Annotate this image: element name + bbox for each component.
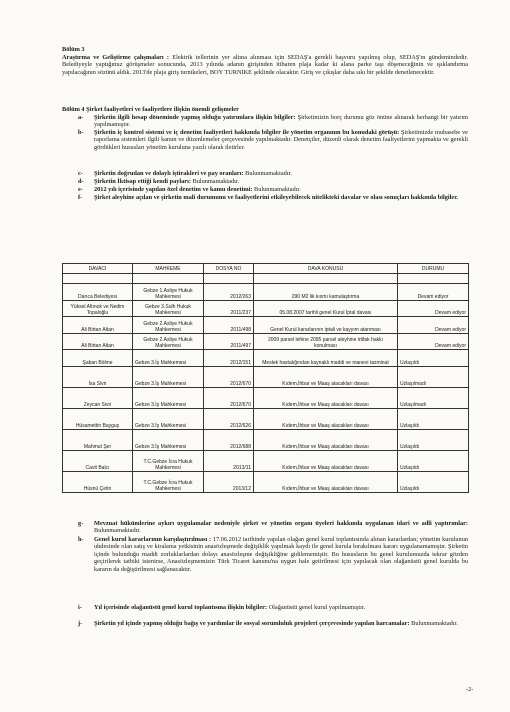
item-letter: c-	[78, 170, 83, 177]
table-row	[63, 284, 469, 301]
item-letter: g-	[78, 520, 84, 527]
cell-status: Uzlaşıldı	[398, 450, 469, 471]
cell-subject: Meslek hastalığından kaynaklı maddi ve manevi tazminat	[254, 350, 398, 367]
cell-plaintiff: Yüksel Altınok ve Nedim Topaloğlu	[63, 300, 133, 317]
item-text: Olağanüstü genel kurul yapılmamıştır.	[267, 604, 366, 611]
table-row	[63, 350, 469, 367]
cell-subject: Kıdem,İhbar ve Maaş alacakları davası	[254, 408, 398, 429]
col-header-subject: DAVA KONUSU	[254, 264, 398, 274]
item-h	[94, 536, 468, 573]
cell-court: Gebze 3.İş Mahkemesi	[133, 387, 204, 408]
cell-plaintiff: Cavit Balcı	[63, 450, 133, 471]
item-text: Şirketimizin borç durumu göz önüne alınarak herhangi bir yatırım yapılmamıştır.	[94, 114, 468, 129]
item-e	[94, 186, 468, 193]
cell-file-no: 2011/497	[204, 333, 254, 350]
cell-subject: 290 M2 lik kısmı kamulaştırma	[254, 284, 398, 301]
item-letter: f-	[78, 194, 83, 201]
item-f	[94, 194, 468, 201]
cell-plaintiff: Darıca Belediyesi	[63, 284, 133, 301]
cell-plaintiff: Şaban Bölme	[63, 350, 133, 367]
item-label: Genel kurul kararlarının karşılaştırılması :	[94, 536, 212, 543]
cell-file-no: 2012/670	[204, 387, 254, 408]
cell-status: Uzlaşıldı	[398, 471, 469, 492]
table-row	[63, 300, 469, 317]
cell-plaintiff: Mahmut Şer	[63, 429, 133, 450]
table-row	[63, 387, 469, 408]
cell-status: Uzlaşıldı	[398, 350, 469, 367]
item-text: Bulunmamaktadır.	[409, 620, 458, 627]
cell-court: Gebze 2.Asliye Hukuk Mahkemesi	[133, 317, 204, 334]
table-row	[63, 366, 469, 387]
lawsuits-table	[62, 263, 469, 493]
research-text: Elektrik tellerinin yer altına alınması için SEDAŞ'a gerekli başvuru yapılmış olup, SEDAŞ'ın gündemindedir. Belediyeyle yaptığımız görüşmeler sonucunda, 2013 yılında adanın girişinden itibaren plaja kadar ki alana parke taşı döşeneceğinin ve ışıklandırma yapılacağının sözünü aldık. 2013'de plaja giriş turnikeleri, BOY TURNİKE şeklinde olacaktır. Giriş ve çıkışlar daha sıkı bir şekilde denetlenecektir.	[62, 54, 468, 76]
cell-court: Gebze 1.Asliye Hukuk Mahkemesi	[133, 284, 204, 301]
cell-plaintiff: İsa Sivri	[63, 366, 133, 387]
item-j	[94, 620, 468, 627]
cell-court: Gebze 2.Asliye Hukuk Mahkemesi	[133, 333, 204, 350]
cell-file-no: 2011/237	[204, 300, 254, 317]
cell-court: Gebze 3.İş Mahkemesi	[133, 366, 204, 387]
item-letter: i-	[78, 604, 82, 611]
cell-court: T.C.Gebze İcra Hukuk Mahkemesi	[133, 471, 204, 492]
cell-file-no: 2011/498	[204, 317, 254, 334]
item-label: Şirketin İktisap ettiği kendi payları:	[94, 178, 191, 185]
col-header-plaintiff: DAVACI	[63, 264, 133, 274]
page-number: -2-	[466, 686, 474, 693]
table-row	[63, 471, 469, 492]
cell-court: Gebze 3.İş Mahkemesi	[133, 408, 204, 429]
cell-status: Uzlaşılmadı	[398, 387, 469, 408]
cell-file-no: 2012/670	[204, 366, 254, 387]
cell-file-no: 2013/11	[204, 450, 254, 471]
item-c	[94, 170, 468, 177]
cell-subject: Kıdem,İhbar ve Maaş alacakları davası	[254, 450, 398, 471]
cell-status: Devam ediyor	[398, 317, 469, 334]
col-header-file-no: DOSYA NO	[204, 264, 254, 274]
item-text: 17.06.2012 tarihinde yapılan olağan genel kurul toplantısında alınan kararlardan; yönetim kurulunun uhdesinde olan satış ve kiralama yetkisinin anasözleşmede değişiklik yapılmak kaydı ile genel kurula bırakılması kararı uygulanamamıştır. Şirketin içinde bulunduğu maddi zorluklarlardan dolayı anasözleşme değişikliğine gidilememiştir. Bu hususların bu genel kurulumuzda tekrar gözden geçirilerek tatbiki istenirse, Anasözleşmemizin Türk Ticaret kanunu'na uygun hale getirilmesi için yapılacak olan olağanüstü genel kurulda bu kararın da değiştirilmesi sağlanacaktır.	[94, 536, 468, 573]
table-row	[63, 317, 469, 334]
item-b	[94, 129, 468, 151]
item-label: 2012 yılı içerisinde yapılan özel denetim ve kamu denetimi:	[94, 186, 253, 193]
table-header-row	[63, 264, 469, 274]
cell-plaintiff: Hüsnü Çetin	[63, 471, 133, 492]
table-row	[63, 408, 469, 429]
item-letter: b-	[78, 129, 84, 136]
cell-file-no: 2012/688	[204, 429, 254, 450]
cell-court: T.C.Gebze İcra Hukuk Mahkemesi	[133, 450, 204, 471]
cell-subject: Kıdem,İhbar ve Maaş alacakları davası	[254, 366, 398, 387]
table-row	[63, 429, 469, 450]
cell-file-no: 2012/263	[204, 284, 254, 301]
item-label: Şirketin doğrudan ve dolaylı iştirakleri ve pay oranları:	[94, 170, 244, 177]
cell-subject: Kıdem,İhbar ve Maaş alacakları davası	[254, 387, 398, 408]
col-header-court: MAHKEME	[133, 264, 204, 274]
item-letter: j-	[78, 620, 83, 627]
item-label: Şirketin yıl içinde yapmış olduğu bağış ve yardımlar ile sosyal sorumluluk projeleri çerçevesinde yapılan harcamalar:	[94, 620, 410, 627]
cell-plaintiff: Zeycan Sivri	[63, 387, 133, 408]
cell-status: Uzlaşıldı	[398, 429, 469, 450]
cell-status: Uzlaşılmadı	[398, 366, 469, 387]
cell-status: Uzlaşıldı	[398, 408, 469, 429]
cell-status: Devam ediyor	[398, 333, 469, 350]
section-3-heading: Bölüm 3	[62, 46, 85, 53]
table-row	[63, 333, 469, 350]
cell-court: Gebze 3.İş Mahkemesi	[133, 350, 204, 367]
cell-subject: 2009 parsel lehine 2095 parsel aleyhine irtifak hakkı konulması	[254, 333, 398, 350]
cell-plaintiff: Hüsamettin Bayguş	[63, 408, 133, 429]
section-4-heading: Bölüm 4 Şirket faaliyetleri ve faaliyetlere ilişkin önemli gelişmeler	[62, 106, 239, 113]
item-text: Bulunmamaktadır.	[252, 186, 301, 193]
cell-subject: Kıdem,İhbar ve Maaş alacakları davası	[254, 471, 398, 492]
item-text: Şirketimizde mubasebe ve raporlama sistemleri ilgili kanun ve düzenlemeler çerçevesinde yapılmaktadır. Denetçiler, düzenli olarak denetim faaliyetlerini yapmakta ve gerekli gördükleri hususları yönetim kuruluna yazılı olarak iletirler.	[94, 129, 468, 151]
item-label: Yıl içerisinde olağanüstü genel kurul toplantısına ilişkin bilgiler:	[94, 604, 268, 611]
cell-status: Devam ediyor	[398, 284, 469, 301]
research-label: Araştırma ve Geliştirme çalışmaları :	[62, 54, 170, 61]
cell-status: Devam ediyor	[398, 300, 469, 317]
item-d	[94, 178, 468, 185]
cell-file-no: 2012/626	[204, 408, 254, 429]
item-label: Mevzuat hükümlerine aykırı uygulamalar nedeniyle şirket ve yönetim organı üyeleri hakkında uygulanan idari ve adli yaptırımlar:	[94, 520, 468, 527]
cell-file-no: 2013/12	[204, 471, 254, 492]
research-paragraph	[62, 54, 468, 76]
cell-subject: Genel Kurul kararlarının iptali ve kayyım atanması	[254, 317, 398, 334]
cell-subject: Kıdem,İhbar ve Maaş alacakları davası	[254, 429, 398, 450]
cell-court: Gebze 3.Sulh Hukuk Mahkemesi	[133, 300, 204, 317]
item-letter: d-	[78, 178, 84, 185]
cell-court: Gebze 3.İş Mahkemesi	[133, 429, 204, 450]
item-label: Şirketin ilgili hesap döneminde yapmış olduğu yatırımlara ilişkin bilgiler:	[94, 114, 296, 121]
col-header-status: DURUMU	[398, 264, 469, 274]
table-row	[63, 450, 469, 471]
item-a	[94, 114, 468, 129]
cell-plaintiff: Ali Birtan Altan	[63, 317, 133, 334]
item-letter: h-	[78, 536, 84, 543]
item-letter: a-	[78, 114, 84, 121]
item-letter: e-	[78, 186, 83, 193]
item-label: Şirket aleyhine açılan ve şirketin mali durumunu ve faaliyetlerini etkileyebilecek nitelikteki davalar ve olası sonuçları hakkında bilgiler.	[94, 194, 459, 201]
item-label: Şirketin iç kontrol sistemi ve iç denetim faaliyetleri hakkında bilgiler ile yönetim organının bu konudaki görüşü:	[94, 129, 400, 136]
cell-subject: 05.08.2007 tarihli genel Kurul İptal davası	[254, 300, 398, 317]
item-text: Bulunmamaktadır.	[190, 178, 240, 185]
item-text: Bulunmamaktadır.	[94, 527, 141, 535]
item-g	[94, 520, 468, 535]
item-i	[94, 604, 468, 611]
item-text: Bulunmamaktadır.	[243, 170, 292, 177]
table-spacer-row	[63, 274, 469, 284]
cell-plaintiff: Ali Birtan Altan	[63, 333, 133, 350]
cell-file-no: 2012/151	[204, 350, 254, 367]
